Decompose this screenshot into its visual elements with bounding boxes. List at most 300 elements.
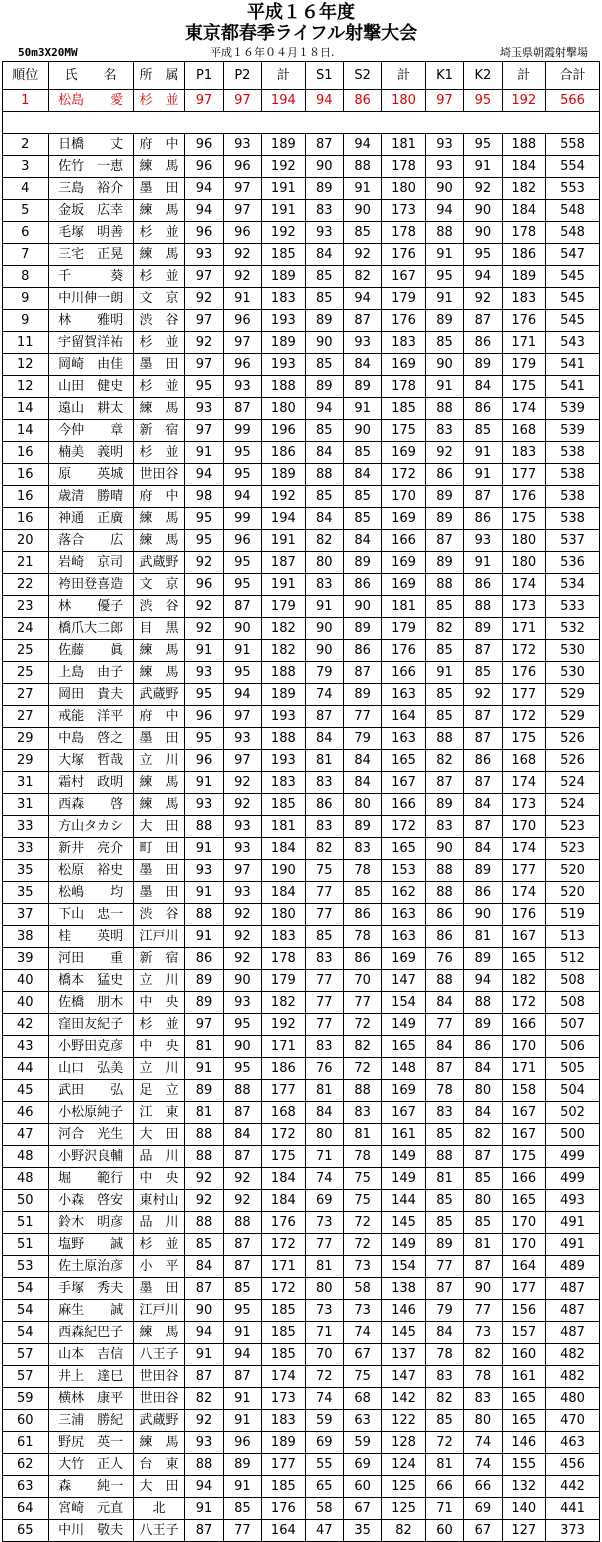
cell-k1: 77 <box>425 1014 463 1036</box>
table-row <box>3 1102 600 1124</box>
cell-s-total: 82 <box>382 1520 426 1542</box>
cell-s-total: 172 <box>382 816 426 838</box>
cell-rank: 33 <box>3 816 49 838</box>
cell-k-total: 140 <box>502 1498 546 1520</box>
cell-k-total: 166 <box>502 1168 546 1190</box>
cell-grand-total: 487 <box>546 1322 600 1344</box>
cell-k-total: 171 <box>502 332 546 354</box>
cell-grand-total: 538 <box>546 508 600 530</box>
cell-s2: 69 <box>343 1454 381 1476</box>
cell-rank: 14 <box>3 398 49 420</box>
cell-k1: 84 <box>425 1322 463 1344</box>
cell-p-total: 183 <box>262 926 306 948</box>
cell-grand-total: 489 <box>546 1256 600 1278</box>
cell-k-total: 158 <box>502 1080 546 1102</box>
cell-k-total: 176 <box>502 310 546 332</box>
cell-s2: 94 <box>343 134 381 156</box>
cell-club: 中 央 <box>133 1036 185 1058</box>
cell-club: 台 東 <box>133 1454 185 1476</box>
cell-s2: 75 <box>343 1168 381 1190</box>
cell-grand-total: 558 <box>546 134 600 156</box>
cell-p1: 88 <box>185 816 223 838</box>
cell-s-total: 178 <box>382 156 426 178</box>
cell-k2: 87 <box>464 310 502 332</box>
cell-k1: 85 <box>425 684 463 706</box>
table-row <box>3 288 600 310</box>
cell-k1: 97 <box>425 90 463 112</box>
cell-p-total: 176 <box>262 1212 306 1234</box>
cell-rank: 12 <box>3 376 49 398</box>
cell-rank: 24 <box>3 618 49 640</box>
cell-s-total: 153 <box>382 860 426 882</box>
cell-k1: 85 <box>425 706 463 728</box>
cell-s1: 84 <box>305 1102 343 1124</box>
cell-k-total: 146 <box>502 1432 546 1454</box>
cell-s2: 73 <box>343 1300 381 1322</box>
cell-k1: 60 <box>425 1520 463 1542</box>
cell-p2: 95 <box>223 464 261 486</box>
cell-k-total: 175 <box>502 728 546 750</box>
cell-p1: 88 <box>185 1454 223 1476</box>
cell-k2: 85 <box>464 420 502 442</box>
cell-p1: 88 <box>185 1124 223 1146</box>
cell-name: 手塚 秀夫 <box>48 1278 133 1300</box>
cell-s2: 84 <box>343 750 381 772</box>
cell-s-total: 149 <box>382 1168 426 1190</box>
cell-s2: 72 <box>343 1212 381 1234</box>
cell-s-total: 124 <box>382 1454 426 1476</box>
cell-rank: 48 <box>3 1168 49 1190</box>
cell-s2: 92 <box>343 244 381 266</box>
cell-s2: 63 <box>343 1410 381 1432</box>
cell-k1: 85 <box>425 332 463 354</box>
cell-grand-total: 507 <box>546 1014 600 1036</box>
cell-s-total: 162 <box>382 882 426 904</box>
cell-club: 東村山 <box>133 1190 185 1212</box>
event-title: 東京都春季ライフル射撃大会 <box>184 23 418 44</box>
cell-s1: 90 <box>305 640 343 662</box>
cell-k2: 87 <box>464 728 502 750</box>
cell-club: 武蔵野 <box>133 684 185 706</box>
cell-p2: 90 <box>223 970 261 992</box>
cell-k1: 88 <box>425 1146 463 1168</box>
cell-rank: 2 <box>3 134 49 156</box>
col-s-total: 計 <box>382 62 426 90</box>
cell-s-total: 147 <box>382 1366 426 1388</box>
cell-p-total: 182 <box>262 618 306 640</box>
cell-p1: 90 <box>185 1300 223 1322</box>
cell-name: 方山タカシ <box>48 816 133 838</box>
cell-s1: 84 <box>305 442 343 464</box>
cell-k2: 82 <box>464 1124 502 1146</box>
cell-k1: 92 <box>425 442 463 464</box>
cell-name: 西森 啓 <box>48 794 133 816</box>
cell-rank: 20 <box>3 530 49 552</box>
cell-k2: 93 <box>464 530 502 552</box>
table-row <box>3 376 600 398</box>
table-row <box>3 134 600 156</box>
cell-k-total: 175 <box>502 376 546 398</box>
cell-p-total: 190 <box>262 860 306 882</box>
cell-p-total: 185 <box>262 244 306 266</box>
cell-k1: 82 <box>425 618 463 640</box>
cell-grand-total: 500 <box>546 1124 600 1146</box>
cell-grand-total: 554 <box>546 156 600 178</box>
cell-name: 毛塚 明善 <box>48 222 133 244</box>
table-row <box>3 574 600 596</box>
cell-rank: 5 <box>3 200 49 222</box>
cell-k1: 83 <box>425 1102 463 1124</box>
cell-k1: 87 <box>425 530 463 552</box>
cell-grand-total: 536 <box>546 552 600 574</box>
cell-k-total: 172 <box>502 640 546 662</box>
cell-p2: 93 <box>223 816 261 838</box>
cell-s2: 87 <box>343 662 381 684</box>
cell-p2: 91 <box>223 288 261 310</box>
cell-grand-total: 548 <box>546 222 600 244</box>
cell-p1: 92 <box>185 332 223 354</box>
cell-s2: 84 <box>343 354 381 376</box>
table-row <box>3 222 600 244</box>
col-p2: P2 <box>223 62 261 90</box>
cell-club: 杉 並 <box>133 376 185 398</box>
separator-row <box>3 112 600 134</box>
cell-p1: 89 <box>185 992 223 1014</box>
cell-name: 三宅 正晃 <box>48 244 133 266</box>
cell-k1: 66 <box>425 1476 463 1498</box>
cell-p2: 96 <box>223 310 261 332</box>
cell-p2: 93 <box>223 376 261 398</box>
cell-p1: 95 <box>185 376 223 398</box>
cell-s2: 87 <box>343 310 381 332</box>
cell-s2: 85 <box>343 486 381 508</box>
cell-grand-total: 487 <box>546 1300 600 1322</box>
cell-k1: 82 <box>425 750 463 772</box>
cell-p-total: 183 <box>262 1410 306 1432</box>
cell-name: 原 英城 <box>48 464 133 486</box>
cell-club: 立 川 <box>133 970 185 992</box>
table-row <box>3 992 600 1014</box>
cell-grand-total: 505 <box>546 1058 600 1080</box>
cell-s-total: 149 <box>382 1146 426 1168</box>
cell-s-total: 169 <box>382 442 426 464</box>
cell-p2: 92 <box>223 772 261 794</box>
cell-rank: 9 <box>3 310 49 332</box>
cell-s1: 94 <box>305 398 343 420</box>
cell-p2: 95 <box>223 662 261 684</box>
cell-s-total: 142 <box>382 1388 426 1410</box>
cell-name: 歳清 勝晴 <box>48 486 133 508</box>
cell-p1: 94 <box>185 178 223 200</box>
cell-s2: 86 <box>343 948 381 970</box>
cell-p-total: 179 <box>262 970 306 992</box>
cell-s1: 73 <box>305 1212 343 1234</box>
cell-rank: 25 <box>3 662 49 684</box>
cell-name: 宇留賀洋祐 <box>48 332 133 354</box>
cell-grand-total: 524 <box>546 794 600 816</box>
cell-p-total: 185 <box>262 794 306 816</box>
cell-k2: 89 <box>464 618 502 640</box>
cell-p1: 91 <box>185 640 223 662</box>
cell-name: 桂 英明 <box>48 926 133 948</box>
cell-k2: 86 <box>464 1036 502 1058</box>
table-row <box>3 618 600 640</box>
cell-s-total: 125 <box>382 1476 426 1498</box>
cell-club: 練 馬 <box>133 640 185 662</box>
table-row <box>3 1014 600 1036</box>
table-row <box>3 1234 600 1256</box>
cell-club: 中 央 <box>133 1168 185 1190</box>
cell-p-total: 191 <box>262 530 306 552</box>
cell-p-total: 185 <box>262 1300 306 1322</box>
table-row <box>3 178 600 200</box>
cell-grand-total: 506 <box>546 1036 600 1058</box>
cell-s1: 85 <box>305 486 343 508</box>
cell-k-total: 174 <box>502 398 546 420</box>
cell-club: 小 平 <box>133 1256 185 1278</box>
cell-grand-total: 538 <box>546 464 600 486</box>
cell-p2: 85 <box>223 1278 261 1300</box>
cell-s1: 85 <box>305 266 343 288</box>
cell-rank: 57 <box>3 1344 49 1366</box>
table-row <box>3 838 600 860</box>
cell-k2: 84 <box>464 1058 502 1080</box>
cell-k1: 88 <box>425 970 463 992</box>
cell-name: 山口 弘美 <box>48 1058 133 1080</box>
cell-k-total: 174 <box>502 838 546 860</box>
cell-p-total: 196 <box>262 420 306 442</box>
cell-k-total: 177 <box>502 1278 546 1300</box>
cell-k-total: 165 <box>502 1410 546 1432</box>
cell-s1: 89 <box>305 310 343 332</box>
cell-p2: 87 <box>223 1256 261 1278</box>
cell-name: 小野沢良輔 <box>48 1146 133 1168</box>
cell-s1: 85 <box>305 354 343 376</box>
cell-p1: 97 <box>185 354 223 376</box>
cell-s2: 70 <box>343 970 381 992</box>
cell-p-total: 193 <box>262 750 306 772</box>
cell-s2: 72 <box>343 1058 381 1080</box>
cell-name: 神通 正廣 <box>48 508 133 530</box>
cell-k-total: 174 <box>502 772 546 794</box>
cell-k-total: 164 <box>502 1256 546 1278</box>
cell-club: 練 馬 <box>133 244 185 266</box>
table-row <box>3 464 600 486</box>
cell-club: 杉 並 <box>133 1234 185 1256</box>
cell-s2: 60 <box>343 1476 381 1498</box>
cell-k1: 85 <box>425 1124 463 1146</box>
cell-p-total: 192 <box>262 1014 306 1036</box>
cell-p2: 97 <box>223 90 261 112</box>
cell-k1: 87 <box>425 1278 463 1300</box>
cell-grand-total: 545 <box>546 310 600 332</box>
cell-k1: 85 <box>425 596 463 618</box>
cell-p1: 92 <box>185 1190 223 1212</box>
cell-p-total: 185 <box>262 1344 306 1366</box>
cell-name: 佐橋 朋木 <box>48 992 133 1014</box>
cell-s1: 94 <box>305 90 343 112</box>
cell-club: 練 馬 <box>133 1322 185 1344</box>
cell-name: 松原 裕史 <box>48 860 133 882</box>
cell-k2: 88 <box>464 596 502 618</box>
cell-name: 下山 忠一 <box>48 904 133 926</box>
cell-p1: 97 <box>185 310 223 332</box>
cell-s1: 58 <box>305 1498 343 1520</box>
cell-club: 北 <box>133 1498 185 1520</box>
cell-s2: 75 <box>343 1190 381 1212</box>
cell-p2: 94 <box>223 486 261 508</box>
cell-k2: 90 <box>464 200 502 222</box>
cell-club: 練 馬 <box>133 772 185 794</box>
cell-k1: 95 <box>425 266 463 288</box>
cell-rank: 1 <box>3 90 49 112</box>
cell-name: 今仲 章 <box>48 420 133 442</box>
cell-k2: 94 <box>464 970 502 992</box>
cell-k1: 88 <box>425 574 463 596</box>
cell-rank: 21 <box>3 552 49 574</box>
cell-grand-total: 541 <box>546 376 600 398</box>
cell-s2: 89 <box>343 376 381 398</box>
cell-p-total: 188 <box>262 376 306 398</box>
cell-s1: 88 <box>305 464 343 486</box>
cell-p1: 95 <box>185 530 223 552</box>
table-row <box>3 1366 600 1388</box>
cell-p1: 92 <box>185 552 223 574</box>
cell-p-total: 178 <box>262 948 306 970</box>
cell-p1: 94 <box>185 200 223 222</box>
cell-p1: 92 <box>185 596 223 618</box>
cell-k2: 91 <box>464 156 502 178</box>
cell-rank: 6 <box>3 222 49 244</box>
cell-p1: 96 <box>185 574 223 596</box>
cell-name: 岡田 貴夫 <box>48 684 133 706</box>
cell-grand-total: 526 <box>546 728 600 750</box>
cell-p2: 85 <box>223 1498 261 1520</box>
cell-k2: 86 <box>464 398 502 420</box>
cell-p2: 84 <box>223 1124 261 1146</box>
cell-club: 練 馬 <box>133 200 185 222</box>
cell-rank: 11 <box>3 332 49 354</box>
cell-club: 足 立 <box>133 1080 185 1102</box>
cell-k2: 94 <box>464 266 502 288</box>
cell-k2: 87 <box>464 1256 502 1278</box>
cell-p-total: 172 <box>262 1278 306 1300</box>
cell-p-total: 183 <box>262 772 306 794</box>
cell-s2: 85 <box>343 442 381 464</box>
cell-p2: 87 <box>223 398 261 420</box>
cell-s-total: 172 <box>382 464 426 486</box>
table-row <box>3 816 600 838</box>
cell-k1: 81 <box>425 1454 463 1476</box>
cell-p2: 92 <box>223 1190 261 1212</box>
cell-p2: 96 <box>223 156 261 178</box>
cell-p1: 89 <box>185 1080 223 1102</box>
cell-s-total: 169 <box>382 354 426 376</box>
table-row <box>3 552 600 574</box>
cell-name: 戒能 洋平 <box>48 706 133 728</box>
cell-s-total: 178 <box>382 376 426 398</box>
cell-grand-total: 519 <box>546 904 600 926</box>
cell-name: 千 葵 <box>48 266 133 288</box>
cell-grand-total: 566 <box>546 90 600 112</box>
cell-s-total: 180 <box>382 178 426 200</box>
cell-club: 世田谷 <box>133 464 185 486</box>
cell-grand-total: 504 <box>546 1080 600 1102</box>
cell-k2: 89 <box>464 948 502 970</box>
table-row <box>3 1146 600 1168</box>
cell-name: 橋本 猛史 <box>48 970 133 992</box>
cell-k-total: 180 <box>502 530 546 552</box>
cell-grand-total: 508 <box>546 970 600 992</box>
cell-s2: 84 <box>343 464 381 486</box>
cell-s1: 83 <box>305 948 343 970</box>
cell-k1: 94 <box>425 200 463 222</box>
cell-k2: 87 <box>464 640 502 662</box>
cell-name: 中島 啓之 <box>48 728 133 750</box>
cell-club: 八王子 <box>133 1520 185 1542</box>
cell-grand-total: 548 <box>546 200 600 222</box>
cell-p1: 87 <box>185 1278 223 1300</box>
table-row <box>3 530 600 552</box>
table-row <box>3 728 600 750</box>
table-row <box>3 684 600 706</box>
cell-p2: 94 <box>223 684 261 706</box>
cell-k-total: 170 <box>502 1212 546 1234</box>
table-row <box>3 1080 600 1102</box>
cell-p-total: 175 <box>262 1146 306 1168</box>
cell-k2: 66 <box>464 1476 502 1498</box>
cell-s2: 86 <box>343 640 381 662</box>
cell-name: 山本 吉信 <box>48 1344 133 1366</box>
cell-p1: 94 <box>185 464 223 486</box>
cell-k1: 82 <box>425 1388 463 1410</box>
cell-grand-total: 456 <box>546 1454 600 1476</box>
cell-s2: 90 <box>343 420 381 442</box>
cell-grand-total: 373 <box>546 1520 600 1542</box>
cell-s1: 69 <box>305 1432 343 1454</box>
header-row <box>3 62 600 90</box>
cell-s-total: 176 <box>382 640 426 662</box>
cell-grand-total: 499 <box>546 1168 600 1190</box>
cell-p1: 92 <box>185 288 223 310</box>
cell-s-total: 173 <box>382 200 426 222</box>
cell-rank: 16 <box>3 486 49 508</box>
cell-p2: 88 <box>223 1212 261 1234</box>
cell-p-total: 192 <box>262 222 306 244</box>
cell-s1: 73 <box>305 1300 343 1322</box>
cell-k1: 91 <box>425 288 463 310</box>
cell-s1: 90 <box>305 156 343 178</box>
cell-p-total: 172 <box>262 1234 306 1256</box>
cell-s1: 70 <box>305 1344 343 1366</box>
cell-grand-total: 480 <box>546 1388 600 1410</box>
cell-s2: 93 <box>343 332 381 354</box>
cell-grand-total: 523 <box>546 816 600 838</box>
cell-rank: 35 <box>3 882 49 904</box>
cell-rank: 51 <box>3 1234 49 1256</box>
cell-club: 新 宿 <box>133 948 185 970</box>
cell-s2: 91 <box>343 178 381 200</box>
cell-p2: 87 <box>223 1102 261 1124</box>
cell-rank: 25 <box>3 640 49 662</box>
cell-s1: 89 <box>305 376 343 398</box>
cell-k-total: 176 <box>502 904 546 926</box>
cell-s1: 83 <box>305 772 343 794</box>
cell-k2: 89 <box>464 860 502 882</box>
cell-p2: 90 <box>223 618 261 640</box>
cell-s2: 77 <box>343 706 381 728</box>
cell-s2: 84 <box>343 530 381 552</box>
